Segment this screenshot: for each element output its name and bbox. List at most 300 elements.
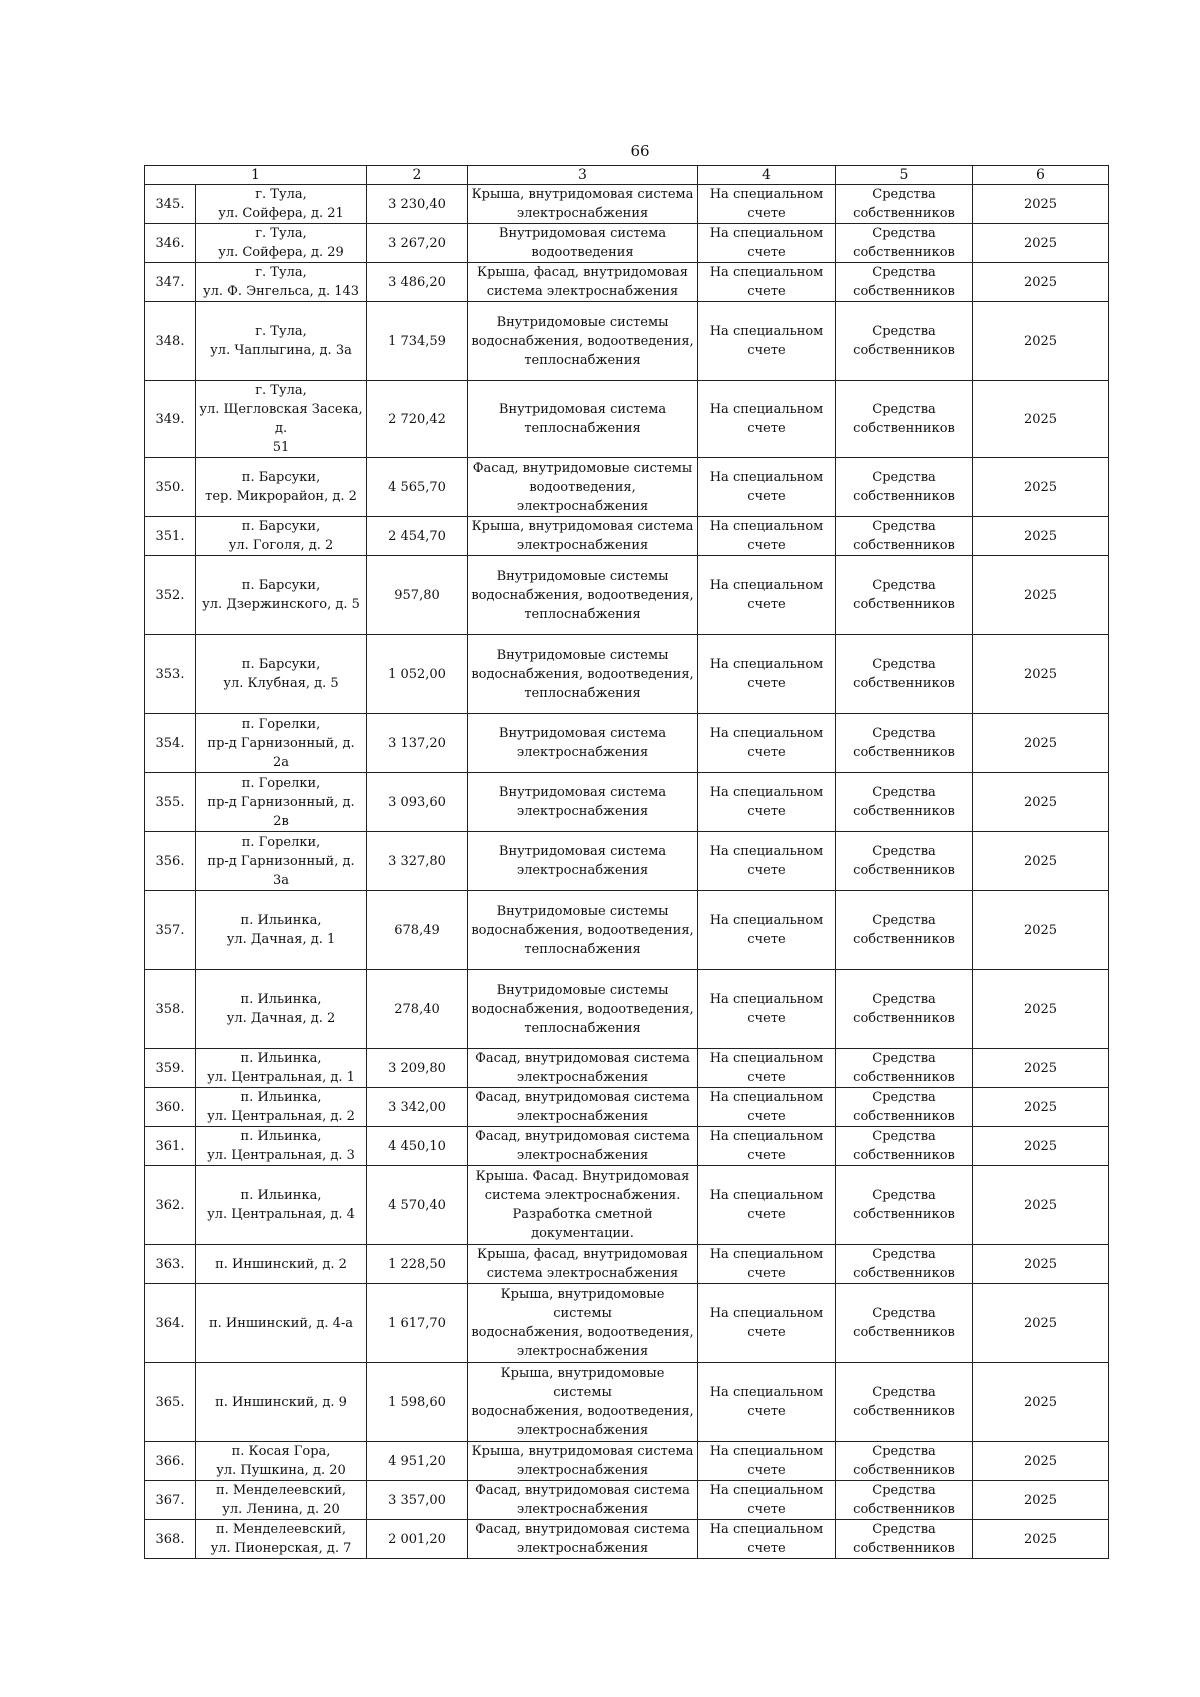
area-cell: 3 209,80 xyxy=(367,1049,468,1088)
works-line: Внутридомовая система xyxy=(498,785,667,800)
funding-source-cell xyxy=(836,1166,973,1245)
year-cell: 2025 xyxy=(973,891,1109,970)
year-cell: 2025 xyxy=(973,1127,1109,1166)
works-line: теплоснабжения xyxy=(524,352,641,368)
funding-line: собственников xyxy=(853,1011,955,1026)
row-number-cell: 352. xyxy=(145,556,196,635)
account-line: На специальном xyxy=(709,519,824,534)
account-cell xyxy=(698,1049,836,1088)
address-cell xyxy=(196,381,367,458)
address-line: п. Иншинский, д. 9 xyxy=(215,1394,347,1410)
works-line: Внутридомовая система xyxy=(498,402,667,417)
funding-source-cell xyxy=(836,224,973,263)
year-cell: 2025 xyxy=(973,1363,1109,1442)
year-cell: 2025 xyxy=(973,970,1109,1049)
works-line: электроснабжения xyxy=(516,1463,649,1478)
funding-line: Средства xyxy=(872,1444,936,1459)
works-line: электроснабжения xyxy=(516,1344,649,1359)
address-cell xyxy=(196,891,367,970)
address-line: п. Горелки, xyxy=(241,775,321,791)
works-line: электроснабжения xyxy=(516,1502,649,1517)
year-cell: 2025 xyxy=(973,1284,1109,1363)
funding-line: собственников xyxy=(853,1541,955,1556)
address-line: ул. Ф. Энгельса, д. 143 xyxy=(202,284,360,299)
area-cell: 2 001,20 xyxy=(367,1520,468,1559)
works-cell xyxy=(468,458,698,517)
funding-source-cell xyxy=(836,1442,973,1481)
area-cell: 3 342,00 xyxy=(367,1088,468,1127)
account-line: счете xyxy=(747,597,786,612)
row-number-cell: 353. xyxy=(145,635,196,714)
funding-source-cell xyxy=(836,714,973,773)
area-cell: 278,40 xyxy=(367,970,468,1049)
works-cell xyxy=(468,832,698,891)
account-line: счете xyxy=(747,1325,786,1340)
address-line: п. Ильинка, xyxy=(240,1090,322,1105)
funding-line: Средства xyxy=(872,324,936,339)
works-cell xyxy=(468,1127,698,1166)
account-line: На специальном xyxy=(709,1090,824,1105)
address-line: ул. Пушкина, д. 20 xyxy=(216,1463,346,1478)
works-line: электроснабжения xyxy=(516,745,649,760)
account-line: На специальном xyxy=(709,187,824,202)
works-line: водоснабжения, водоотведения, xyxy=(471,1404,694,1419)
works-line: электроснабжения xyxy=(516,804,649,819)
account-line: На специальном xyxy=(709,402,824,417)
funding-source-cell xyxy=(836,1520,973,1559)
year-cell: 2025 xyxy=(973,1481,1109,1520)
funding-source-cell xyxy=(836,891,973,970)
works-line: система электроснабжения xyxy=(486,1266,679,1281)
funding-line: Средства xyxy=(872,1483,936,1498)
account-line: На специальном xyxy=(709,913,824,928)
account-line: На специальном xyxy=(709,1444,824,1459)
table-row xyxy=(145,556,1109,635)
address-cell xyxy=(196,1049,367,1088)
account-cell xyxy=(698,1481,836,1520)
table-row xyxy=(145,185,1109,224)
account-line: На специальном xyxy=(709,785,824,800)
account-line: счете xyxy=(747,676,786,691)
row-number-cell: 363. xyxy=(145,1245,196,1284)
address-line: ул. Сойфера, д. 29 xyxy=(218,245,344,260)
table-row xyxy=(145,773,1109,832)
column-number-6: 6 xyxy=(973,166,1109,185)
works-cell xyxy=(468,1520,698,1559)
funding-line: Средства xyxy=(872,578,936,593)
table-row xyxy=(145,302,1109,381)
year-cell: 2025 xyxy=(973,714,1109,773)
address-line: п. Ильинка, xyxy=(240,913,322,928)
page-number: 66 xyxy=(630,142,650,160)
table-row xyxy=(145,458,1109,517)
account-line: счете xyxy=(747,1148,786,1163)
account-cell xyxy=(698,1520,836,1559)
address-line: пр-д Гарнизонный, д. 2в xyxy=(207,794,355,829)
account-line: На специальном xyxy=(709,657,824,672)
account-cell xyxy=(698,635,836,714)
works-line: теплоснабжения xyxy=(524,1020,641,1036)
address-line: ул. Дачная, д. 2 xyxy=(226,1011,336,1026)
account-line: На специальном xyxy=(709,470,824,485)
area-cell: 3 327,80 xyxy=(367,832,468,891)
works-line: Внутридомовая система xyxy=(498,726,667,741)
account-line: На специальном xyxy=(709,1306,824,1321)
row-number-cell: 356. xyxy=(145,832,196,891)
address-cell xyxy=(196,1520,367,1559)
funding-source-cell xyxy=(836,1127,973,1166)
table-row xyxy=(145,224,1109,263)
funding-line: собственников xyxy=(853,1070,955,1085)
account-line: На специальном xyxy=(709,1522,824,1537)
works-line: электроснабжения xyxy=(516,206,649,221)
works-line: водоснабжения, водоотведения, xyxy=(471,1001,694,1017)
address-line: ул. Центральная, д. 2 xyxy=(207,1109,355,1124)
address-cell xyxy=(196,302,367,381)
account-line: счете xyxy=(747,284,786,299)
account-line: счете xyxy=(747,745,786,760)
column-number-4: 4 xyxy=(698,166,836,185)
account-cell xyxy=(698,1284,836,1363)
works-line: Фасад, внутридомовая система xyxy=(475,1090,690,1105)
account-line: счете xyxy=(747,1502,786,1517)
funding-source-cell xyxy=(836,1363,973,1442)
works-cell xyxy=(468,891,698,970)
funding-line: Средства xyxy=(872,519,936,534)
address-cell xyxy=(196,1088,367,1127)
address-line: п. Менделеевский, xyxy=(215,1483,347,1498)
year-cell: 2025 xyxy=(973,302,1109,381)
table-body xyxy=(145,185,1109,1559)
table-row xyxy=(145,635,1109,714)
area-cell: 4 570,40 xyxy=(367,1166,468,1245)
account-line: На специальном xyxy=(709,578,824,593)
works-line: Крыша, внутридомовая система xyxy=(471,519,694,534)
table-row xyxy=(145,832,1109,891)
works-cell xyxy=(468,970,698,1049)
works-cell xyxy=(468,224,698,263)
year-cell: 2025 xyxy=(973,458,1109,517)
funding-line: Средства xyxy=(872,187,936,202)
account-line: счете xyxy=(747,863,786,878)
address-cell xyxy=(196,1127,367,1166)
address-line: ул. Щегловская Засека, д. xyxy=(199,402,363,436)
row-number-cell: 348. xyxy=(145,302,196,381)
works-line: электроснабжения xyxy=(516,863,649,878)
funding-line: собственников xyxy=(853,804,955,819)
works-line: Крыша, внутридомовая система xyxy=(471,1444,694,1459)
address-line: п. Ильинка, xyxy=(240,1188,322,1203)
account-line: счете xyxy=(747,1011,786,1026)
funding-source-cell xyxy=(836,832,973,891)
funding-line: Средства xyxy=(872,844,936,859)
row-number-cell: 350. xyxy=(145,458,196,517)
account-line: счете xyxy=(747,1541,786,1556)
works-line: электроснабжения xyxy=(516,1109,649,1124)
account-line: На специальном xyxy=(709,1188,824,1203)
works-cell xyxy=(468,1481,698,1520)
works-cell xyxy=(468,1284,698,1363)
row-number-cell: 357. xyxy=(145,891,196,970)
funding-source-cell xyxy=(836,970,973,1049)
row-number-cell: 362. xyxy=(145,1166,196,1245)
funding-line: собственников xyxy=(853,745,955,760)
funding-line: Средства xyxy=(872,470,936,485)
funding-line: собственников xyxy=(853,1463,955,1478)
table-row xyxy=(145,1363,1109,1442)
account-line: счете xyxy=(747,489,786,504)
row-number-cell: 364. xyxy=(145,1284,196,1363)
address-line: ул. Центральная, д. 1 xyxy=(207,1070,355,1085)
funding-source-cell xyxy=(836,556,973,635)
funding-line: собственников xyxy=(853,1502,955,1517)
funding-line: собственников xyxy=(853,245,955,260)
account-cell xyxy=(698,556,836,635)
row-number-cell: 366. xyxy=(145,1442,196,1481)
works-line: Внутридомовые системы xyxy=(496,647,669,663)
area-cell: 3 267,20 xyxy=(367,224,468,263)
works-line: Фасад, внутридомовая система xyxy=(475,1483,690,1498)
address-line: п. Барсуки, xyxy=(241,470,321,485)
area-cell: 4 951,20 xyxy=(367,1442,468,1481)
account-line: счете xyxy=(747,538,786,553)
address-line: п. Менделеевский, xyxy=(215,1522,347,1537)
address-line: тер. Микрорайон, д. 2 xyxy=(205,489,357,504)
table-row xyxy=(145,1127,1109,1166)
funding-line: Средства xyxy=(872,1051,936,1066)
address-cell xyxy=(196,224,367,263)
table-row xyxy=(145,1442,1109,1481)
works-line: водоотведения, электроснабжения xyxy=(516,479,649,514)
area-cell: 1 052,00 xyxy=(367,635,468,714)
row-number-cell: 368. xyxy=(145,1520,196,1559)
address-line: г. Тула, xyxy=(255,324,307,339)
works-line: водоснабжения, водоотведения, xyxy=(471,666,694,682)
table-header xyxy=(145,166,1109,185)
year-cell: 2025 xyxy=(973,832,1109,891)
funding-line: Средства xyxy=(872,1247,936,1262)
works-line: водоснабжения, водоотведения, xyxy=(471,1325,694,1340)
works-line: Фасад, внутридомовая система xyxy=(475,1129,690,1144)
works-line: Фасад, внутридомовая система xyxy=(475,1522,690,1537)
address-cell xyxy=(196,1442,367,1481)
address-line: ул. Клубная, д. 5 xyxy=(223,676,339,691)
area-cell: 957,80 xyxy=(367,556,468,635)
table-row xyxy=(145,381,1109,458)
row-number-cell: 355. xyxy=(145,773,196,832)
address-line: ул. Сойфера, д. 21 xyxy=(218,206,344,221)
account-cell xyxy=(698,1088,836,1127)
address-line: пр-д Гарнизонный, д. 3а xyxy=(207,853,355,888)
works-line: теплоснабжения xyxy=(524,941,641,957)
year-cell: 2025 xyxy=(973,1088,1109,1127)
address-line: ул. Дачная, д. 1 xyxy=(226,932,336,947)
area-cell: 1 734,59 xyxy=(367,302,468,381)
column-number-2: 2 xyxy=(367,166,468,185)
funding-line: собственников xyxy=(853,1207,955,1222)
funding-line: Средства xyxy=(872,913,936,928)
works-line: теплоснабжения xyxy=(524,421,641,436)
account-line: счете xyxy=(747,421,786,436)
funding-line: собственников xyxy=(853,1266,955,1281)
row-number-cell: 347. xyxy=(145,263,196,302)
address-line: п. Ильинка, xyxy=(240,992,322,1007)
table-row xyxy=(145,1284,1109,1363)
funding-line: Средства xyxy=(872,1385,936,1400)
year-cell: 2025 xyxy=(973,517,1109,556)
works-cell xyxy=(468,1166,698,1245)
year-cell: 2025 xyxy=(973,1442,1109,1481)
works-line: водоснабжения, водоотведения, xyxy=(471,922,694,938)
area-cell: 2 720,42 xyxy=(367,381,468,458)
works-line: Крыша, фасад, внутридомовая xyxy=(477,265,688,280)
address-line: п. Горелки, xyxy=(241,834,321,850)
address-cell xyxy=(196,1284,367,1363)
address-line: ул. Гоголя, д. 2 xyxy=(228,538,334,553)
works-line: Крыша. Фасад. Внутридомовая xyxy=(475,1169,690,1184)
account-cell xyxy=(698,263,836,302)
address-cell xyxy=(196,1363,367,1442)
works-cell xyxy=(468,1049,698,1088)
works-cell xyxy=(468,635,698,714)
address-cell xyxy=(196,773,367,832)
account-cell xyxy=(698,1245,836,1284)
works-line: Крыша, внутридомовые системы xyxy=(500,1287,665,1321)
works-line: Крыша, внутридомовые системы xyxy=(500,1366,665,1400)
address-cell xyxy=(196,185,367,224)
row-number-cell: 367. xyxy=(145,1481,196,1520)
year-cell: 2025 xyxy=(973,224,1109,263)
table-row xyxy=(145,517,1109,556)
table-row xyxy=(145,714,1109,773)
year-cell: 2025 xyxy=(973,381,1109,458)
funding-line: собственников xyxy=(853,1325,955,1340)
works-cell xyxy=(468,714,698,773)
account-line: На специальном xyxy=(709,1129,824,1144)
table-row xyxy=(145,1088,1109,1127)
works-line: теплоснабжения xyxy=(524,606,641,622)
area-cell: 1 228,50 xyxy=(367,1245,468,1284)
address-cell xyxy=(196,517,367,556)
account-cell xyxy=(698,517,836,556)
address-line: п. Горелки, xyxy=(241,716,321,732)
column-number-row xyxy=(145,166,1109,185)
year-cell: 2025 xyxy=(973,1245,1109,1284)
account-line: На специальном xyxy=(709,324,824,339)
works-cell xyxy=(468,773,698,832)
works-line: Фасад, внутридомовые системы xyxy=(472,460,693,476)
account-line: счете xyxy=(747,343,786,358)
funding-line: собственников xyxy=(853,343,955,358)
row-number-cell: 365. xyxy=(145,1363,196,1442)
funding-line: Средства xyxy=(872,265,936,280)
capital-repair-table xyxy=(144,165,1109,1559)
account-cell xyxy=(698,224,836,263)
account-cell xyxy=(698,714,836,773)
account-line: На специальном xyxy=(709,1051,824,1066)
year-cell: 2025 xyxy=(973,635,1109,714)
funding-line: собственников xyxy=(853,538,955,553)
row-number-cell: 360. xyxy=(145,1088,196,1127)
account-line: На специальном xyxy=(709,844,824,859)
works-cell xyxy=(468,1245,698,1284)
account-line: счете xyxy=(747,932,786,947)
account-cell xyxy=(698,1363,836,1442)
address-line: п. Ильинка, xyxy=(240,1051,322,1066)
funding-line: собственников xyxy=(853,421,955,436)
address-line: ул. Пионерская, д. 7 xyxy=(210,1541,352,1556)
funding-line: Средства xyxy=(872,1522,936,1537)
funding-line: Средства xyxy=(872,226,936,241)
address-line: ул. Дзержинского, д. 5 xyxy=(202,597,360,612)
works-line: Внутридомовые системы xyxy=(496,903,669,919)
account-line: На специальном xyxy=(709,265,824,280)
funding-line: собственников xyxy=(853,1109,955,1124)
account-line: На специальном xyxy=(709,726,824,741)
works-line: электроснабжения xyxy=(516,538,649,553)
area-cell: 1 598,60 xyxy=(367,1363,468,1442)
funding-line: собственников xyxy=(853,863,955,878)
funding-line: Средства xyxy=(872,1090,936,1105)
funding-line: собственников xyxy=(853,1148,955,1163)
funding-line: Средства xyxy=(872,992,936,1007)
address-line: ул. Ленина, д. 20 xyxy=(222,1502,340,1517)
area-cell: 3 230,40 xyxy=(367,185,468,224)
account-line: На специальном xyxy=(709,1483,824,1498)
account-cell xyxy=(698,970,836,1049)
year-cell: 2025 xyxy=(973,773,1109,832)
account-line: счете xyxy=(747,1266,786,1281)
address-line: г. Тула, xyxy=(255,265,307,280)
year-cell: 2025 xyxy=(973,263,1109,302)
funding-line: Средства xyxy=(872,657,936,672)
address-cell xyxy=(196,263,367,302)
works-cell xyxy=(468,263,698,302)
table-row xyxy=(145,1049,1109,1088)
works-line: водоснабжения, водоотведения, xyxy=(471,587,694,603)
address-line: г. Тула, xyxy=(255,383,307,398)
account-line: счете xyxy=(747,1404,786,1419)
account-cell xyxy=(698,1127,836,1166)
funding-line: Средства xyxy=(872,785,936,800)
account-line: На специальном xyxy=(709,992,824,1007)
funding-line: собственников xyxy=(853,1404,955,1419)
works-line: электроснабжения xyxy=(516,1148,649,1163)
year-cell: 2025 xyxy=(973,1166,1109,1245)
works-line: система электроснабжения xyxy=(486,284,679,299)
works-line: электроснабжения xyxy=(516,1541,649,1556)
area-cell: 4 450,10 xyxy=(367,1127,468,1166)
area-cell: 1 617,70 xyxy=(367,1284,468,1363)
funding-line: Средства xyxy=(872,1306,936,1321)
address-line: г. Тула, xyxy=(255,187,307,202)
funding-line: собственников xyxy=(853,597,955,612)
column-number-1: 1 xyxy=(145,166,367,185)
table-row xyxy=(145,891,1109,970)
works-cell xyxy=(468,381,698,458)
works-line: водоотведения xyxy=(531,245,634,260)
funding-source-cell xyxy=(836,773,973,832)
area-cell: 3 486,20 xyxy=(367,263,468,302)
funding-line: собственников xyxy=(853,932,955,947)
funding-line: Средства xyxy=(872,1129,936,1144)
account-line: счете xyxy=(747,245,786,260)
works-cell xyxy=(468,302,698,381)
works-line: Внутридомовая система xyxy=(498,844,667,859)
account-line: счете xyxy=(747,1207,786,1222)
works-line: Фасад, внутридомовая система xyxy=(475,1051,690,1066)
works-cell xyxy=(468,517,698,556)
